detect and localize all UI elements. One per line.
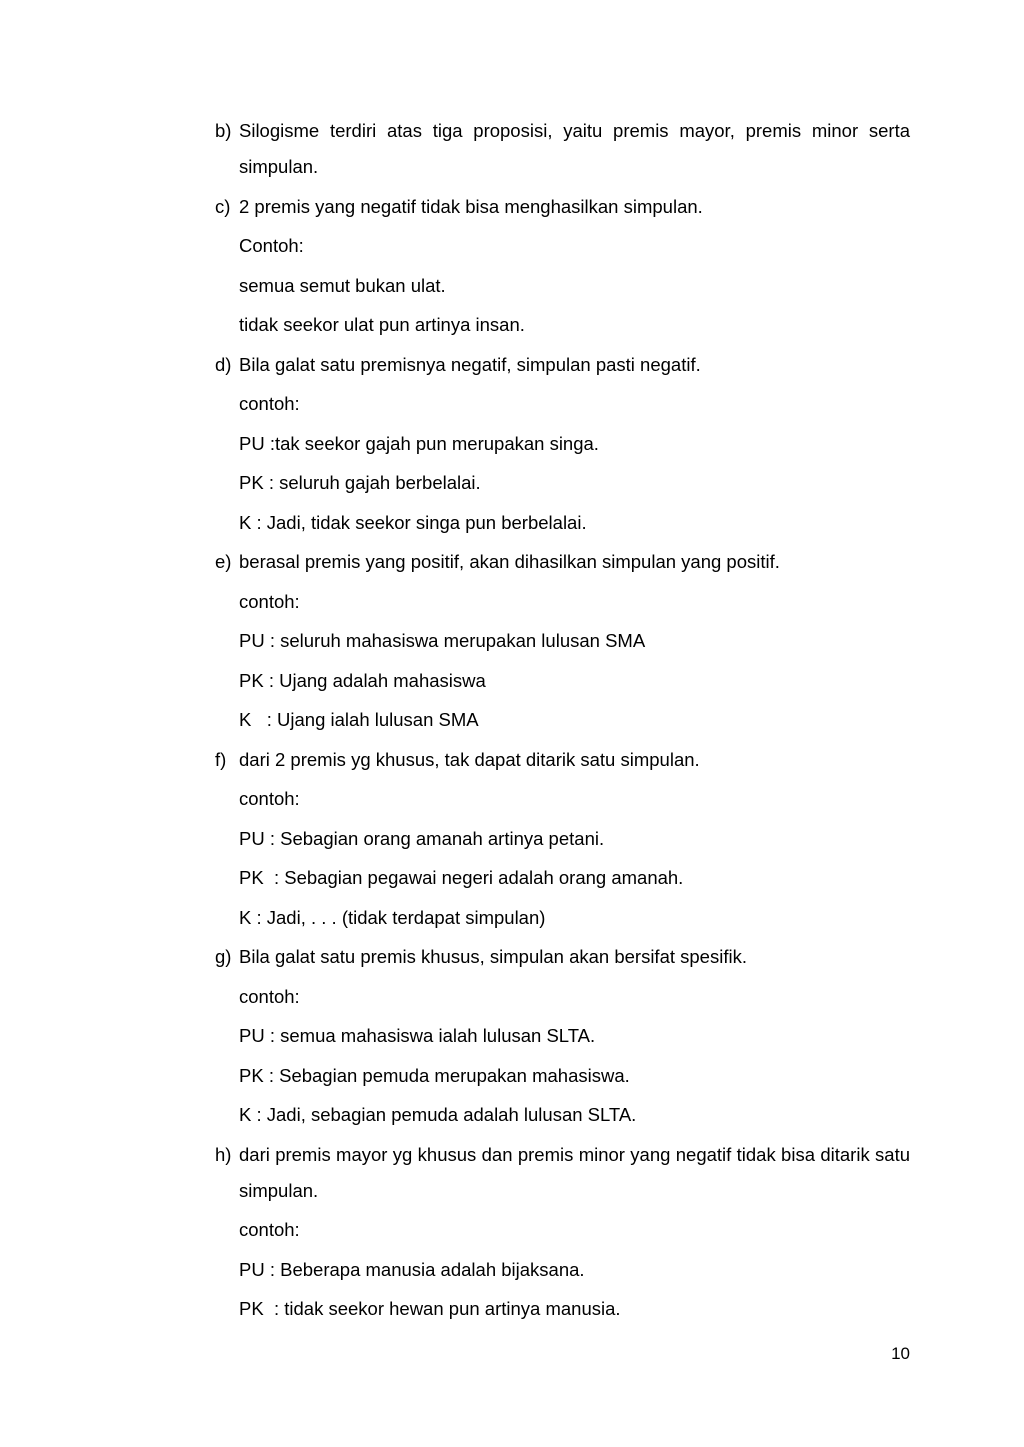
rule-item-f [215, 742, 910, 778]
rule-text: berasal premis yang positif, akan dihasilkan simpulan yang positif. [239, 551, 780, 572]
rule-marker: c) [215, 195, 231, 217]
example-line: PK : tidak seekor hewan pun artinya manusia. [239, 1298, 621, 1319]
rule-item-g [215, 939, 910, 975]
rule-item-c [215, 189, 910, 225]
rule-text: Bila galat satu premis khusus, simpulan akan bersifat spesifik. [239, 946, 747, 967]
page-number: 10 [891, 1344, 910, 1363]
example-line: PK : Sebagian pegawai negeri adalah orang amanah. [239, 867, 684, 888]
rule-item-b [215, 113, 910, 185]
rule-text: Silogisme terdiri atas tiga proposisi, yaitu premis mayor, premis minor serta simpulan. [239, 120, 910, 177]
rule-item-d [215, 347, 910, 383]
example-line: PU : Sebagian orang amanah artinya petani. [239, 827, 605, 849]
example-line: contoh: [239, 590, 300, 612]
example-line: K : Ujang ialah lulusan SMA [239, 709, 479, 730]
example-line: contoh: [239, 985, 300, 1007]
rules-list [215, 113, 910, 1331]
example-line: PK : Ujang adalah mahasiswa [239, 669, 486, 691]
example-line: K : Jadi, tidak seekor singa pun berbelalai. [239, 511, 587, 533]
example-line: tidak seekor ulat pun artinya insan. [239, 314, 525, 335]
example-line: PU : Beberapa manusia adalah bijaksana. [239, 1258, 585, 1280]
example-line: semua semut bukan ulat. [239, 274, 446, 296]
example-line: K : Jadi, sebagian pemuda adalah lulusan SLTA. [239, 1104, 637, 1125]
example-line: PU :tak seekor gajah pun merupakan singa. [239, 432, 599, 454]
example-line: contoh: [239, 1219, 300, 1240]
example-line: K : Jadi, . . . (tidak terdapat simpulan) [239, 906, 546, 928]
example-line: PK : Sebagian pemuda merupakan mahasiswa. [239, 1064, 630, 1086]
rule-marker: e) [215, 551, 232, 572]
rule-marker: g) [215, 946, 232, 967]
rule-marker: f) [215, 748, 227, 770]
rule-text: 2 premis yang negatif tidak bisa menghasilkan simpulan. [239, 195, 703, 217]
example-line: Contoh: [239, 235, 304, 256]
rule-marker: h) [215, 1143, 232, 1165]
rule-item-h [215, 1137, 910, 1209]
example-line: PU : semua mahasiswa ialah lulusan SLTA. [239, 1025, 596, 1046]
example-line: contoh: [239, 393, 300, 414]
rule-marker: b) [215, 120, 232, 141]
rule-text: dari 2 premis yg khusus, tak dapat ditarik satu simpulan. [239, 748, 700, 770]
rule-text: dari premis mayor yg khusus dan premis minor yang negatif tidak bisa ditarik satu simpulan. [239, 1143, 910, 1201]
example-line: PK : seluruh gajah berbelalai. [239, 472, 481, 493]
rule-marker: d) [215, 353, 232, 375]
example-line: contoh: [239, 788, 300, 809]
example-line: PU : seluruh mahasiswa merupakan lulusan SMA [239, 630, 646, 651]
rule-text: Bila galat satu premisnya negatif, simpulan pasti negatif. [239, 353, 701, 375]
rule-item-e [215, 544, 910, 580]
